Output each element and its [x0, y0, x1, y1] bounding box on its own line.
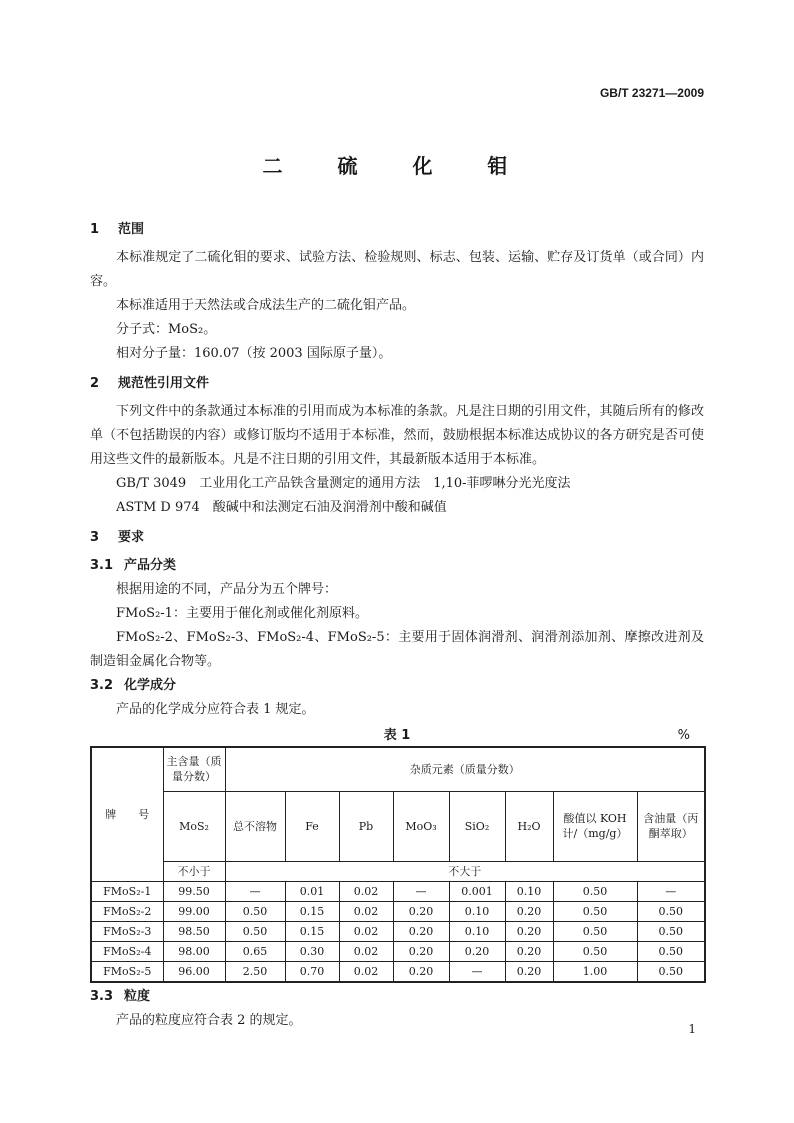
table-cell: 0.65	[225, 941, 285, 961]
table-row	[91, 941, 705, 961]
min-label: 不小于	[163, 861, 225, 881]
table-cell: 0.20	[393, 941, 449, 961]
col-mos2: MoS₂	[163, 791, 225, 861]
s31-paragraph-3: FMoS₂-2、FMoS₂-3、FMoS₂-4、FMoS₂-5：主要用于固体润滑剂、润滑剂添加剂、摩擦改进剂及制造钼金属化合物等。	[90, 630, 704, 669]
col-moo3: MoO₃	[393, 791, 449, 861]
header-impurities: 杂质元素（质量分数）	[225, 747, 705, 791]
section-2-heading: 2 规范性引用文件	[90, 376, 210, 391]
table-cell: —	[449, 961, 505, 982]
reference-astm-d974: ASTM D 974 酸碱中和法测定石油及润滑剂中酸和碱值	[116, 500, 447, 515]
table-cell: 0.10	[449, 901, 505, 921]
table-cell: —	[393, 881, 449, 901]
table-cell: 0.20	[393, 921, 449, 941]
table-cell: 0.02	[339, 921, 393, 941]
table-cell: 0.10	[449, 921, 505, 941]
table-cell: 0.70	[285, 961, 339, 982]
table-1-unit: %	[677, 728, 690, 743]
row-brand: FMoS₂-2	[91, 901, 163, 921]
table-cell: 0.02	[339, 881, 393, 901]
s32-paragraph-1: 产品的化学成分应符合表 1 规定。	[116, 702, 315, 717]
table-cell: 0.50	[553, 901, 637, 921]
row-brand: FMoS₂-3	[91, 921, 163, 941]
table-cell: 0.50	[225, 921, 285, 941]
s33-paragraph-1: 产品的粒度应符合表 2 的规定。	[116, 1012, 302, 1028]
table-cell: 99.00	[163, 901, 225, 921]
standard-code: GB/T 23271—2009	[599, 86, 704, 100]
s1-formula: 分子式：MoS₂。	[116, 322, 217, 337]
table-cell: 99.50	[163, 881, 225, 901]
table-1-body	[91, 881, 705, 982]
table-row	[91, 881, 705, 901]
table-cell: 0.02	[339, 961, 393, 982]
table-cell: 0.02	[339, 941, 393, 961]
table-cell: 2.50	[225, 961, 285, 982]
s1-molecular-weight: 相对分子量：160.07（按 2003 国际原子量）。	[116, 346, 392, 361]
table-cell: —	[225, 881, 285, 901]
table-cell: 0.50	[637, 901, 705, 921]
header-brand: 牌 号	[91, 747, 163, 881]
max-label: 不大于	[225, 861, 705, 881]
table-cell: 0.02	[339, 901, 393, 921]
table-cell: 0.20	[505, 941, 553, 961]
section-3-2-heading: 3.2 化学成分	[90, 678, 177, 693]
table-cell: 0.50	[637, 961, 705, 982]
table-row	[91, 901, 705, 921]
col-oil-content: 含油量（丙酮萃取）	[637, 791, 705, 861]
col-insoluble: 总不溶物	[225, 791, 285, 861]
section-3-heading: 3 要求	[90, 530, 145, 545]
s2-paragraph-1: 下列文件中的条款通过本标准的引用而成为本标准的条款。凡是注日期的引用文件，其随后所有的修改单（不包括勘误的内容）或修订版均不适用于本标准，然而，鼓励根据本标准达成协议的各方研究是否可使用这些文件的最新版本。凡是不注日期的引用文件，其最新版本适用于本标准。	[90, 404, 704, 467]
row-brand: FMoS₂-4	[91, 941, 163, 961]
table-cell: 0.01	[285, 881, 339, 901]
table-1	[90, 746, 706, 983]
document-body	[90, 212, 704, 1033]
table-cell: 0.50	[553, 921, 637, 941]
col-pb: Pb	[339, 791, 393, 861]
table-cell: 0.50	[553, 941, 637, 961]
table-cell: 96.00	[163, 961, 225, 982]
table-1-caption: 表 1 %	[90, 724, 704, 746]
col-sio2: SiO₂	[449, 791, 505, 861]
row-brand: FMoS₂-1	[91, 881, 163, 901]
col-acid-value: 酸值以 KOH 计/（mg/g）	[553, 791, 637, 861]
table-row	[91, 921, 705, 941]
table-cell: 1.00	[553, 961, 637, 982]
table-cell: 0.10	[505, 881, 553, 901]
s31-paragraph-2: FMoS₂-1：主要用于催化剂或催化剂原料。	[116, 606, 368, 621]
table-cell: 0.50	[225, 901, 285, 921]
table-cell: 0.20	[505, 921, 553, 941]
row-brand: FMoS₂-5	[91, 961, 163, 982]
col-fe: Fe	[285, 791, 339, 861]
document-title: 二 硫 化 钼	[262, 154, 532, 178]
s1-paragraph-2: 本标准适用于天然法或合成法生产的二硫化钼产品。	[116, 298, 416, 313]
table-cell: 0.30	[285, 941, 339, 961]
section-3-1-heading: 3.1 产品分类	[90, 558, 177, 573]
reference-gbt3049: GB/T 3049 工业用化工产品铁含量测定的通用方法 1,10-菲啰啉分光光度法	[116, 476, 571, 491]
table-cell: 0.15	[285, 901, 339, 921]
section-3-3-heading: 3.3 粒度	[90, 988, 151, 1004]
table-cell: 0.20	[393, 901, 449, 921]
table-cell: 0.20	[505, 901, 553, 921]
s31-paragraph-1: 根据用途的不同，产品分为五个牌号：	[116, 582, 338, 597]
table-cell: 98.50	[163, 921, 225, 941]
table-cell: 0.20	[449, 941, 505, 961]
table-cell: 98.00	[163, 941, 225, 961]
table-cell: 0.001	[449, 881, 505, 901]
table-cell: 0.20	[505, 961, 553, 982]
page-number: 1	[688, 1022, 696, 1036]
header-main-content: 主含量（质量分数）	[163, 747, 225, 791]
table-cell: —	[637, 881, 705, 901]
table-row	[91, 961, 705, 982]
table-cell: 0.50	[553, 881, 637, 901]
table-cell: 0.50	[637, 921, 705, 941]
col-h2o: H₂O	[505, 791, 553, 861]
table-cell: 0.20	[393, 961, 449, 982]
table-cell: 0.15	[285, 921, 339, 941]
section-1-heading: 1 范围	[90, 222, 145, 237]
table-cell: 0.50	[637, 941, 705, 961]
s1-paragraph-1: 本标准规定了二硫化钼的要求、试验方法、检验规则、标志、包装、运输、贮存及订货单（或合同）内容。	[90, 250, 704, 289]
